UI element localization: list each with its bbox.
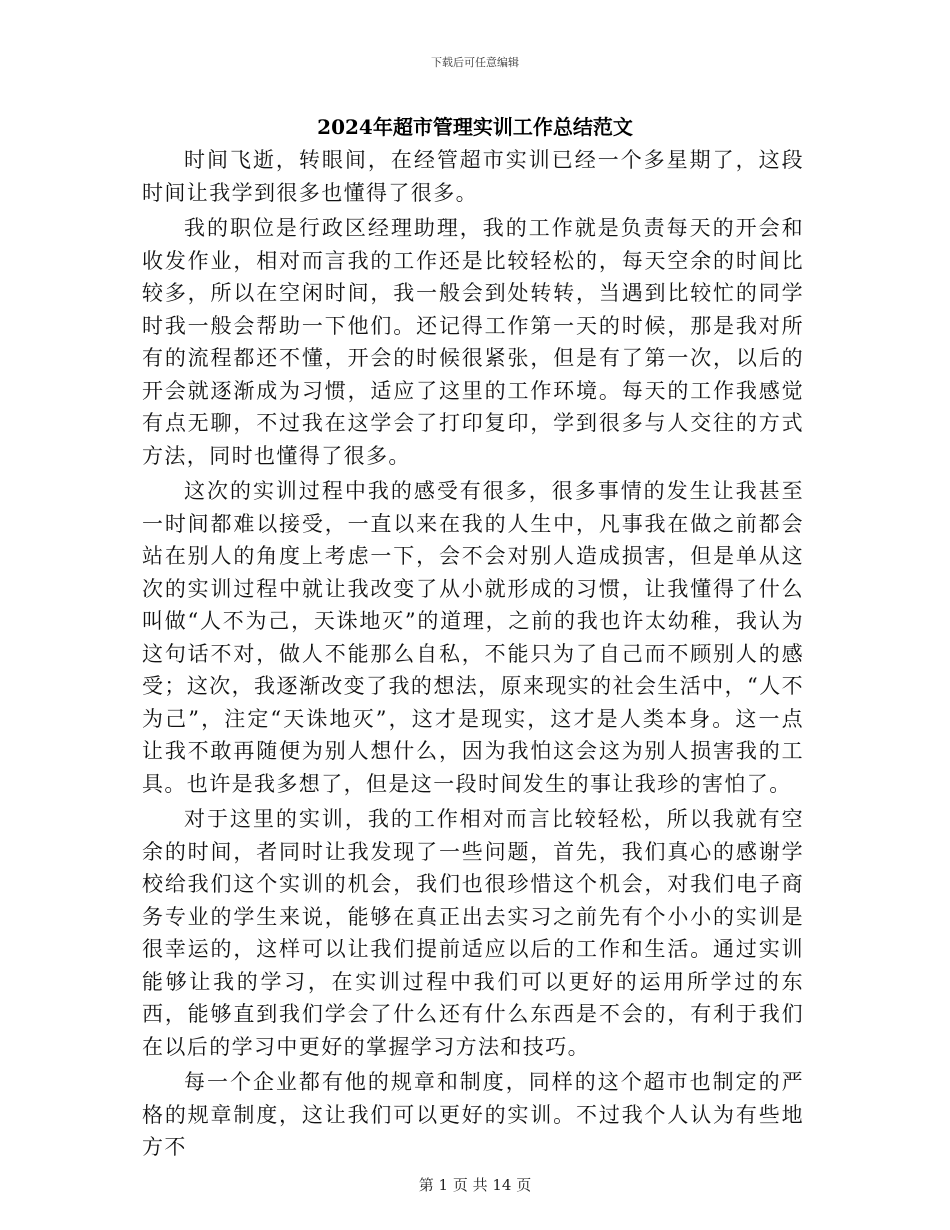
page-number-footer: 第 1 页 共 14 页 — [418, 1176, 532, 1194]
paragraph-5: 每一个企业都有他的规章和制度，同样的这个超市也制定的严格的规章制度，这让我们可以更好的实训。不过我个人认为有些地方不 — [142, 1070, 804, 1159]
paragraph-2: 我的职位是行政区经理助理，我的工作就是负责每天的开会和收发作业，相对而言我的工作还是比较轻松的，每天空余的时间比较多，所以在空闲时间，我一般会到处转转，当遇到比较忙的同学时我一般会帮助一下他们。还记得工作第一天的时候，那是我对所有的流程都还不懂，开会的时候很紧张，但是有了第一次，以后的开会就逐渐成为习惯，适应了这里的工作环境。每天的工作我感觉有点无聊，不过我在这学会了打印复印，学到很多与人交往的方式方法，同时也懂得了很多。 — [142, 216, 804, 468]
paragraph-4: 对于这里的实训，我的工作相对而言比较轻松，所以我就有空余的时间，者同时让我发现了一些问题，首先，我们真心的感谢学校给我们这个实训的机会，我们也很珍惜这个机会，对我们电子商务专业的学生来说，能够在真正出去实习之前先有个小小的实训是很幸运的，这样可以让我们提前适应以后的工作和生活。通过实训能够让我的学习，在实训过程中我们可以更好的运用所学过的东西，能够直到我们学会了什么还有什么东西是不会的，有利于我们在以后的学习中更好的掌握学习方法和技巧。 — [142, 807, 804, 1059]
page-title: 2024年超市管理实训工作总结范文 — [317, 115, 633, 139]
paragraph-1: 时间飞逝，转眼间，在经管超市实训已经一个多星期了，这段时间让我学到很多也懂得了很多。 — [142, 148, 804, 205]
document-body — [142, 144, 804, 1167]
page-header-note: 下载后可任意编辑 — [431, 56, 519, 69]
paragraph-3: 这次的实训过程中我的感受有很多，很多事情的发生让我甚至一时间都难以接受，一直以来在我的人生中，凡事我在做之前都会站在别人的角度上考虑一下，会不会对别人造成损害，但是单从这次的实训过程中就让我改变了从小就形成的习惯，让我懂得了什么叫做“人不为己，天诛地灭”的道理，之前的我也许太幼稚，我认为这句话不对，做人不能那么自私，不能只为了自己而不顾别人的感受；这次，我逐渐改变了我的想法，原来现实的社会生活中，“人不为己”，注定“天诛地灭”，这才是现实，这才是人类本身。这一点让我不敢再随便为别人想什么，因为我怕这会这为别人损害我的工具。也许是我多想了，但是这一段时间发生的事让我珍的害怕了。 — [142, 479, 804, 796]
